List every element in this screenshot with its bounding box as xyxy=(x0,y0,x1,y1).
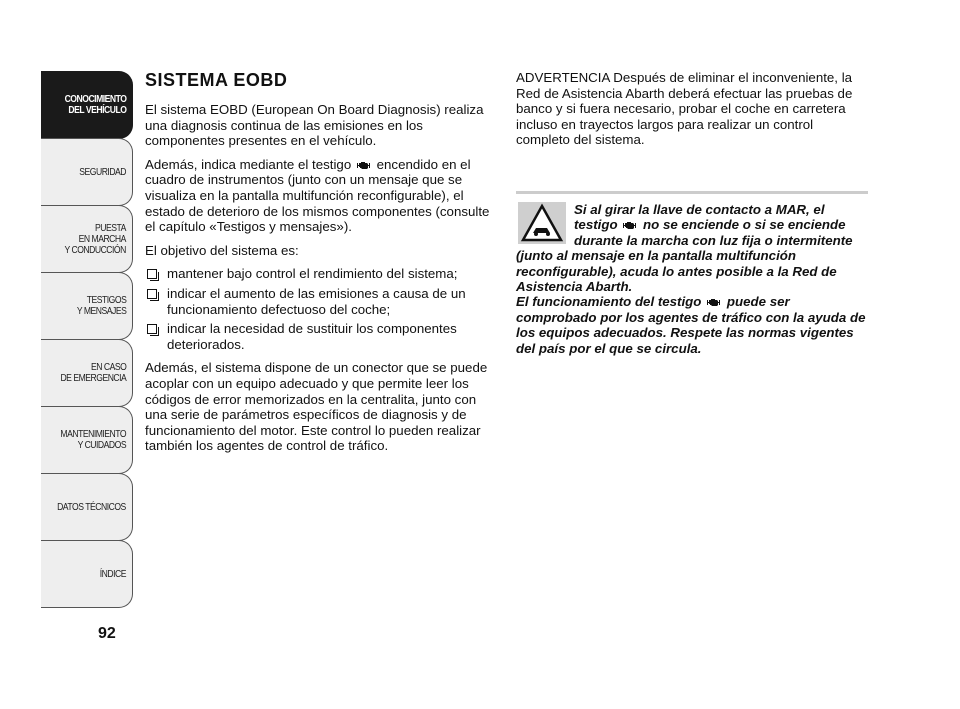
warning-triangle-icon xyxy=(518,202,566,244)
indicator-paragraph xyxy=(145,157,495,235)
tab-label: SEGURIDAD xyxy=(79,165,126,178)
page-number: 92 xyxy=(98,625,116,642)
warning-text-b: no se enciende o si se enciende durante la marcha con luz fija o intermitente (junto al mensaje en la pantalla multifunción reconfigurable), acuda lo antes posible a la Red de Asistencia Abarth. xyxy=(516,217,853,295)
advertencia-paragraph: ADVERTENCIA Después de eliminar el inconveniente, la Red de Asistencia Abarth deberá efectuar las pruebas de banco y si fuera necesario, probar el coche en carretera incluso en trayectos largos para realizar un control completo del sistema. xyxy=(516,70,853,148)
tab-label: PUESTA EN MARCHA Y CONDUCCIÓN xyxy=(64,221,126,256)
tab-label: MANTENIMIENTO Y CUIDADOS xyxy=(60,428,126,451)
warning-text-a: Si al girar la llave de contacto a MAR, el testigo xyxy=(574,202,825,233)
warning-text-2 xyxy=(516,294,866,356)
tab-mantenimiento[interactable] xyxy=(41,406,133,474)
warning-text-d: puede ser comprobado por los agentes de tráfico con la ayuda de los equipos adecuados. Respete las normas vigentes del país por el que se circula. xyxy=(516,294,866,356)
tab-label: EN CASO DE EMERGENCIA xyxy=(60,361,126,384)
left-column xyxy=(145,70,495,462)
warning-block xyxy=(516,202,866,356)
indicator-text-b: encendido en el cuadro de instrumentos (junto con un mensaje que se visualiza en la pantalla multifunción reconfigurable), el estado de deterioro de los mismos componentes (consulte el capítulo «Testigos y mensajes»). xyxy=(145,156,490,235)
tab-label: CONOCIMIENTO DEL VEHÍCULO xyxy=(64,93,126,116)
tab-en-caso-de-emergencia[interactable] xyxy=(41,339,133,407)
list-item-text: indicar el aumento de las emisiones a causa de un funcionamiento defectuoso del coche; xyxy=(167,285,466,317)
list-item xyxy=(145,286,495,317)
indicator-text-a: Además, indica mediante el testigo xyxy=(145,156,352,172)
engine-check-icon xyxy=(357,159,371,171)
tab-label: DATOS TÉCNICOS xyxy=(57,500,126,513)
divider xyxy=(516,191,868,194)
tab-label: TESTIGOS Y MENSAJES xyxy=(76,294,126,317)
warning-text-c: El funcionamiento del testigo xyxy=(516,294,702,310)
tab-testigos-y-mensajes[interactable] xyxy=(41,272,133,340)
tab-indice[interactable] xyxy=(41,540,133,608)
intro-paragraph: El sistema EOBD (European On Board Diagnosis) realiza una diagnosis continua de las emisiones en los componentes presentes en el vehículo. xyxy=(145,102,484,149)
checkbox-bullet-icon xyxy=(147,324,157,334)
objectives-list xyxy=(145,266,495,352)
section-title: SISTEMA EOBD xyxy=(145,70,288,90)
right-column xyxy=(516,70,866,148)
objective-intro: El objetivo del sistema es: xyxy=(145,242,299,258)
list-item-text: mantener bajo control el rendimiento del sistema; xyxy=(167,266,458,282)
warning-text xyxy=(516,202,866,294)
tab-seguridad[interactable] xyxy=(41,138,133,206)
engine-check-icon xyxy=(623,219,637,231)
checkbox-bullet-icon xyxy=(147,289,157,299)
list-item-text: indicar la necesidad de sustituir los componentes deteriorados. xyxy=(167,321,457,352)
tab-label: ÍNDICE xyxy=(99,567,126,580)
tab-datos-tecnicos[interactable] xyxy=(41,473,133,541)
chapter-tabs xyxy=(41,71,133,608)
list-item xyxy=(145,266,495,282)
list-item xyxy=(145,321,495,352)
tab-conocimiento-del-vehiculo[interactable] xyxy=(41,71,133,139)
engine-check-icon xyxy=(707,296,721,308)
connector-paragraph: Además, el sistema dispone de un conector que se puede acoplar con un equipo adecuado y que permite leer los códigos de error memorizados en la centralita, junto con una serie de parámetros específicos de diagnosis y de funcionamiento del motor. Este control lo pueden realizar también los agentes de control de tráfico. xyxy=(145,360,488,454)
tab-puesta-en-marcha[interactable] xyxy=(41,205,133,273)
checkbox-bullet-icon xyxy=(147,269,157,279)
